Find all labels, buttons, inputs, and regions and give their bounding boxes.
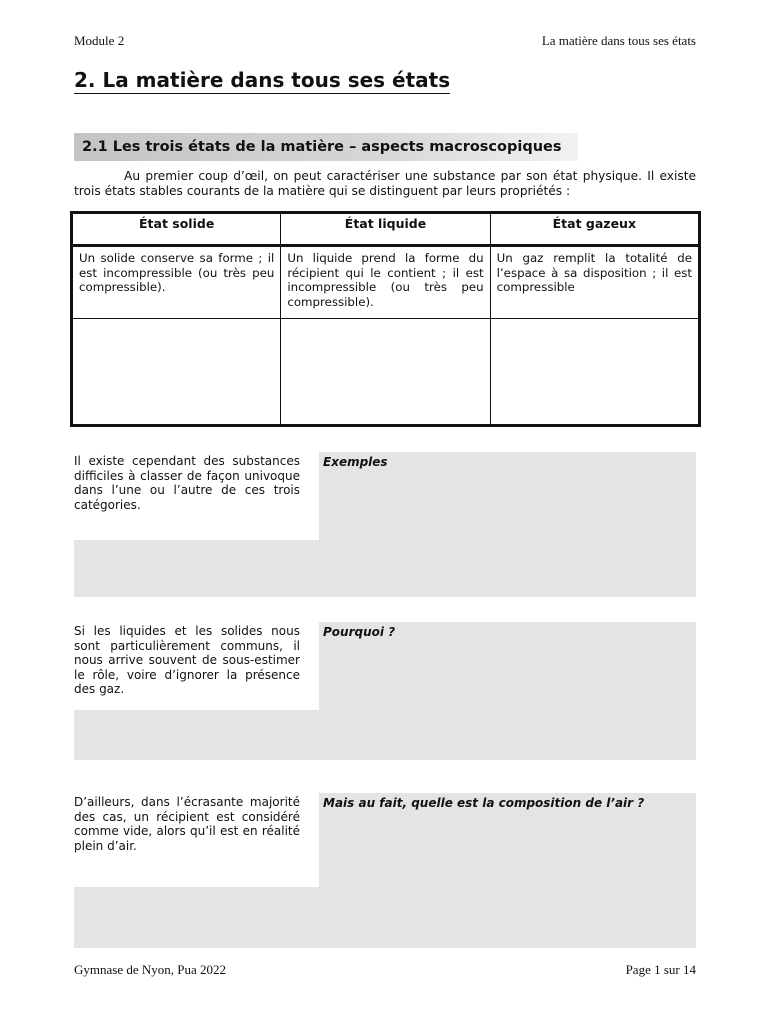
answer-area-examples-bottom[interactable] <box>74 540 696 597</box>
blank-cell-solid[interactable] <box>72 318 281 425</box>
section-intro: Au premier coup d’œil, on peut caractériser une substance par son état physique. Il existe trois états stables courants de la matière qui se distinguent par leurs propriétés : <box>74 169 696 198</box>
answer-area-air-bottom[interactable] <box>74 887 696 948</box>
page-title: 2. La matière dans tous ses états <box>74 68 451 92</box>
header-liquid: État liquide <box>281 213 490 246</box>
header-running-title: La matière dans tous ses états <box>541 33 696 48</box>
footer-page-number: Page 1 sur 14 <box>625 962 696 977</box>
section-title: 2.1 Les trois états de la matière – aspects macroscopiques <box>74 133 578 161</box>
blank-cell-gas[interactable] <box>490 318 699 425</box>
block-prompt: Mais au fait, quelle est la composition de l’air ? <box>323 796 645 810</box>
answer-area-why-bottom[interactable] <box>74 710 696 760</box>
block-text: Il existe cependant des substances difficiles à classer de façon univoque dans l’une ou l’autre de ces trois catégories. <box>74 454 300 512</box>
block-text: Si les liquides et les solides nous sont particulièrement communs, il nous arrive souvent de sous-estimer le rôle, voire d’ignorer la présence des gaz. <box>74 624 300 697</box>
states-table <box>70 211 701 427</box>
block-text: D’ailleurs, dans l’écrasante majorité des cas, un récipient est considéré comme vide, alors qu’il est en réalité plein d’air. <box>74 795 300 853</box>
blank-cell-liquid[interactable] <box>281 318 490 425</box>
desc-liquid: Un liquide prend la forme du récipient qui le contient ; il est incompressible (ou très peu compressible). <box>281 246 490 319</box>
footer-school: Gymnase de Nyon, Pua 2022 <box>74 962 227 977</box>
exercise-block-examples <box>74 452 696 597</box>
header-gas: État gazeux <box>490 213 699 246</box>
desc-solid: Un solide conserve sa forme ; il est incompressible (ou très peu compressible). <box>72 246 281 319</box>
exercise-block-air <box>74 793 696 948</box>
block-prompt: Exemples <box>323 455 388 469</box>
header-module: Module 2 <box>74 33 125 48</box>
table-row-blank <box>72 318 700 425</box>
exercise-block-why <box>74 622 696 760</box>
table-row-descriptions <box>72 246 700 319</box>
desc-gas: Un gaz remplit la totalité de l’espace à sa disposition ; il est compressible <box>490 246 699 319</box>
table-header-row <box>72 213 700 246</box>
block-prompt: Pourquoi ? <box>323 625 396 639</box>
header-solid: État solide <box>72 213 281 246</box>
